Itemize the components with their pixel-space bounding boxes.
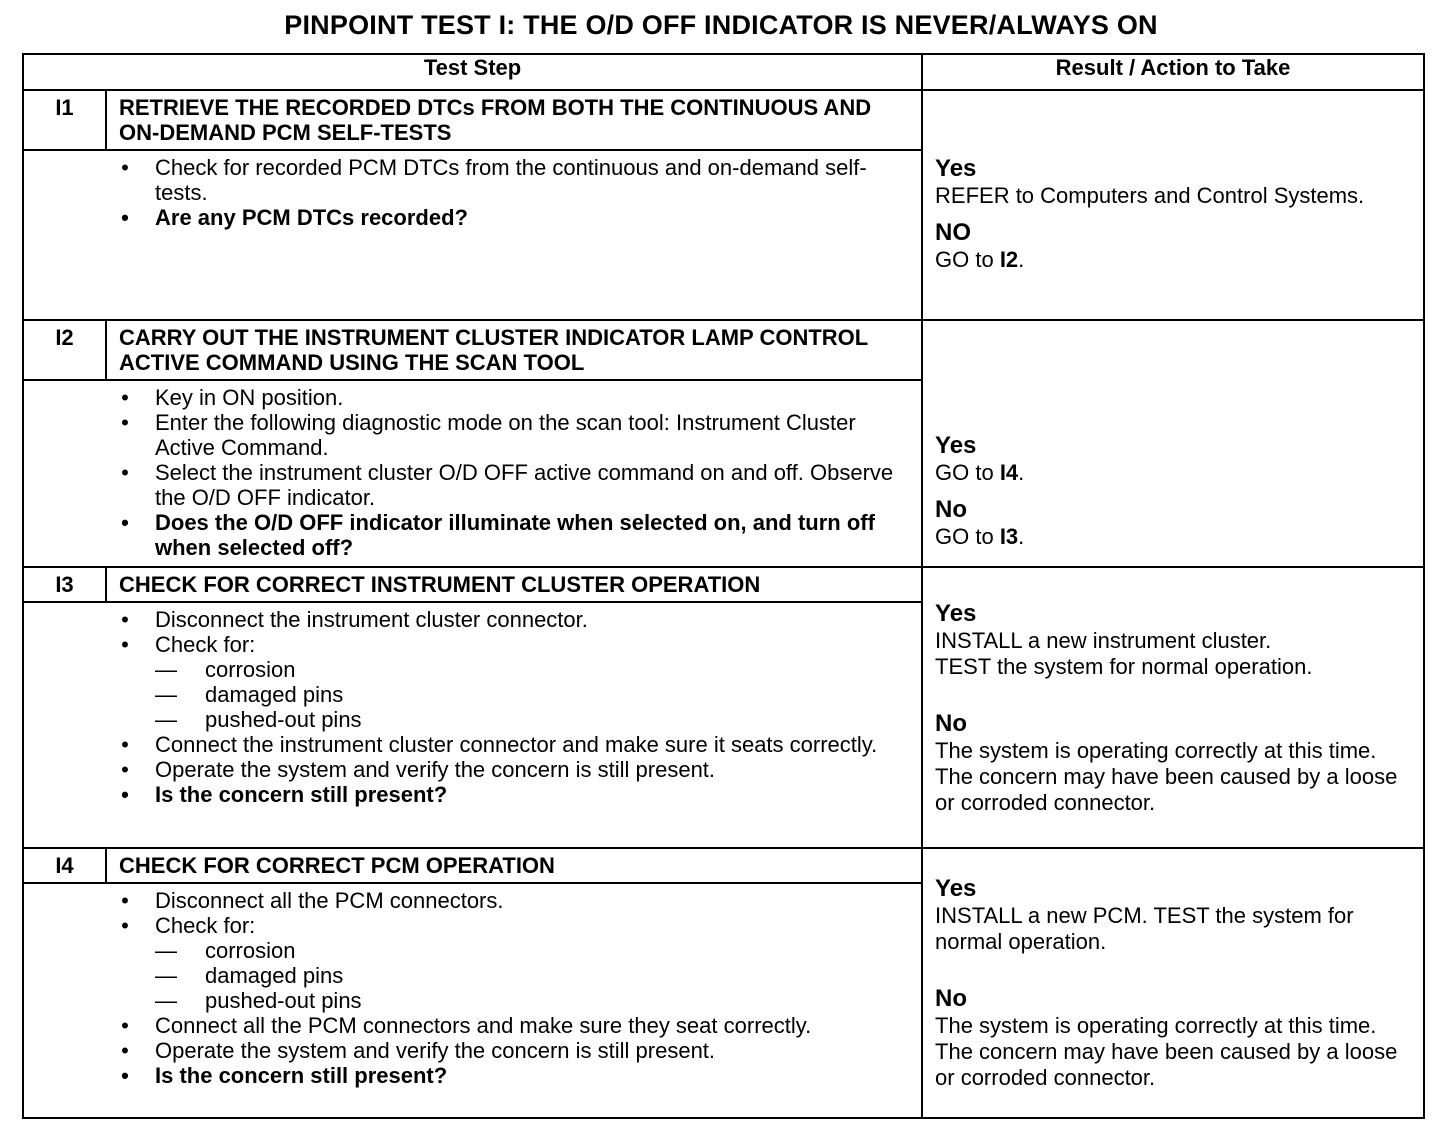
step-list — [117, 385, 911, 560]
list-item — [117, 607, 911, 632]
bullet: • — [121, 1013, 129, 1038]
sub-item — [155, 657, 911, 682]
header-row — [23, 54, 1424, 90]
bullet: • — [121, 410, 129, 435]
sub-item — [155, 707, 911, 732]
bullet: • — [121, 385, 129, 410]
step-i3-title-row — [23, 567, 1424, 602]
item-text: Check for: — [155, 913, 256, 938]
item-text: Are any PCM DTCs recorded? — [155, 205, 468, 230]
list-item — [117, 385, 911, 410]
page-title: PINPOINT TEST I: THE O/D OFF INDICATOR IS NEVER/ALWAYS ON — [284, 10, 1158, 40]
dash: — — [155, 707, 177, 732]
step-i2-title-row — [23, 320, 1424, 380]
list-item — [117, 888, 911, 913]
yes-prefix: GO to — [935, 459, 1000, 485]
no-block — [935, 710, 1411, 816]
item-text: Is the concern still present? — [155, 782, 448, 807]
step-i1-result — [922, 90, 1424, 320]
step-i3-result — [922, 567, 1424, 848]
step-i4-result — [922, 848, 1424, 1118]
item-text: Connect all the PCM connectors and make sure they seat correctly. — [155, 1013, 812, 1038]
step-i4-title-row — [23, 848, 1424, 883]
yes-label: Yes — [935, 155, 977, 182]
no-text: The system is operating correctly at this time. The concern may have been caused by a loose or corroded connector. — [935, 737, 1398, 815]
list-item — [117, 757, 911, 782]
list-item — [117, 913, 911, 1013]
yes-label: Yes — [935, 875, 977, 902]
dash: — — [155, 988, 177, 1013]
item-text: Disconnect all the PCM connectors. — [155, 888, 504, 913]
bullet: • — [121, 782, 129, 807]
yes-text — [935, 460, 1411, 486]
no-block — [935, 496, 1411, 550]
sub-item-text: pushed-out pins — [205, 707, 362, 732]
test-step-header: Test Step — [23, 54, 922, 90]
no-text — [935, 247, 1411, 273]
sub-item-text: pushed-out pins — [205, 988, 362, 1013]
step-title: CHECK FOR CORRECT INSTRUMENT CLUSTER OPERATION — [106, 567, 922, 602]
bullet: • — [121, 1038, 129, 1063]
list-item — [117, 460, 911, 510]
sub-list — [155, 657, 911, 732]
yes-text: INSTALL a new PCM. TEST the system for normal operation. — [935, 903, 1354, 954]
no-label: No — [935, 495, 968, 523]
bullet: • — [121, 205, 129, 230]
bullet: • — [121, 888, 129, 913]
no-prefix: GO to — [935, 247, 1000, 272]
yes-label: Yes — [935, 431, 977, 459]
step-list — [117, 888, 911, 1088]
list-item — [117, 155, 911, 205]
bullet: • — [121, 607, 129, 632]
sub-item — [155, 682, 911, 707]
list-item — [117, 510, 911, 560]
list-item — [117, 632, 911, 732]
no-prefix: GO to — [935, 523, 1000, 549]
no-label: No — [935, 709, 968, 737]
sub-item-text: corrosion — [205, 657, 296, 682]
no-label: NO — [935, 219, 972, 246]
dash: — — [155, 938, 177, 963]
sub-item-text: damaged pins — [205, 963, 344, 988]
yes-label: Yes — [935, 599, 977, 627]
item-text: Check for recorded PCM DTCs from the continuous and on-demand self-tests. — [155, 155, 867, 205]
yes-text: REFER to Computers and Control Systems. — [935, 183, 1365, 208]
no-ref: I3 — [999, 523, 1019, 549]
yes-text-1: INSTALL a new instrument cluster. — [935, 627, 1272, 653]
bullet: • — [121, 732, 129, 757]
step-body — [23, 150, 922, 320]
bullet: • — [121, 1063, 129, 1088]
step-i1-title-row — [23, 90, 1424, 150]
sub-item-text: corrosion — [205, 938, 296, 963]
step-list — [117, 155, 911, 230]
list-item — [117, 410, 911, 460]
step-id: I2 — [23, 320, 106, 380]
yes-block — [935, 600, 1411, 680]
no-text: The system is operating correctly at this time. The concern may have been caused by a loose or corroded connector. — [935, 1013, 1398, 1090]
no-suffix: . — [1018, 247, 1025, 272]
sub-item — [155, 988, 911, 1013]
item-text: Operate the system and verify the concern is still present. — [155, 1038, 716, 1063]
result-header: Result / Action to Take — [922, 54, 1424, 90]
item-text: Key in ON position. — [155, 385, 344, 410]
yes-ref: I4 — [999, 459, 1019, 485]
item-text: Disconnect the instrument cluster connector. — [155, 607, 588, 632]
sub-list — [155, 938, 911, 1013]
item-text: Enter the following diagnostic mode on the scan tool: Instrument Cluster Active Command. — [155, 410, 856, 460]
list-item — [117, 1063, 911, 1088]
list-item — [117, 782, 911, 807]
item-text: Connect the instrument cluster connector and make sure it seats correctly. — [155, 732, 878, 757]
step-id: I3 — [23, 567, 106, 602]
yes-block — [935, 875, 1411, 955]
bullet: • — [121, 913, 129, 938]
item-text: Select the instrument cluster O/D OFF active command on and off. Observe the O/D OFF indicator. — [155, 460, 894, 510]
item-text: Check for: — [155, 632, 256, 657]
step-body — [23, 380, 922, 567]
dash: — — [155, 682, 177, 707]
step-id: I1 — [23, 90, 106, 150]
list-item — [117, 1013, 911, 1038]
dash: — — [155, 657, 177, 682]
item-text: Is the concern still present? — [155, 1063, 448, 1088]
step-id: I4 — [23, 848, 106, 883]
sub-item — [155, 938, 911, 963]
step-body — [23, 883, 922, 1118]
step-title: CHECK FOR CORRECT PCM OPERATION — [106, 848, 922, 883]
no-label: No — [935, 985, 968, 1012]
sub-item-text: damaged pins — [205, 682, 344, 707]
yes-text-2: TEST the system for normal operation. — [935, 653, 1313, 679]
bullet: • — [121, 632, 129, 657]
yes-suffix: . — [1018, 459, 1025, 485]
bullet: • — [121, 155, 129, 180]
pinpoint-test-table — [22, 53, 1425, 1119]
no-block — [935, 985, 1411, 1091]
no-suffix: . — [1018, 523, 1025, 549]
sub-item — [155, 963, 911, 988]
yes-block — [935, 155, 1411, 209]
bullet: • — [121, 510, 129, 535]
yes-block — [935, 432, 1411, 486]
step-title: RETRIEVE THE RECORDED DTCs FROM BOTH THE CONTINUOUS AND ON-DEMAND PCM SELF-TESTS — [106, 90, 922, 150]
list-item — [117, 205, 911, 230]
bullet: • — [121, 460, 129, 485]
item-text: Does the O/D OFF indicator illuminate when selected on, and turn off when selected off? — [155, 510, 875, 560]
list-item — [117, 1038, 911, 1063]
item-text: Operate the system and verify the concern is still present. — [155, 757, 716, 782]
dash: — — [155, 963, 177, 988]
step-i2-result — [922, 320, 1424, 567]
step-title: CARRY OUT THE INSTRUMENT CLUSTER INDICATOR LAMP CONTROL ACTIVE COMMAND USING THE SCAN TOOL — [106, 320, 922, 380]
no-text — [935, 524, 1411, 550]
no-block — [935, 219, 1411, 273]
step-body — [23, 602, 922, 848]
no-ref: I2 — [999, 247, 1019, 272]
bullet: • — [121, 757, 129, 782]
step-list — [117, 607, 911, 807]
list-item — [117, 732, 911, 757]
